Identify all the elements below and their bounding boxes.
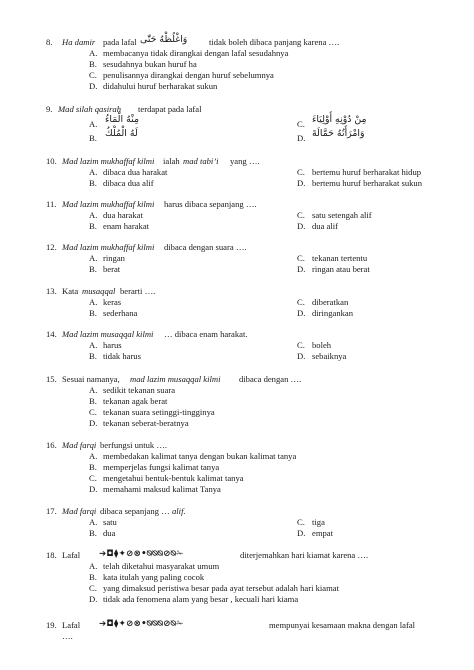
q18-option-c-label: C. <box>89 583 97 593</box>
q12-stem-italic: Mad lazim mukhaffaf kilmi <box>62 242 155 252</box>
q15-option-b: tekanan agak berat <box>103 396 168 406</box>
q17-stem-italic: Mad farqi <box>62 506 97 516</box>
q11-option-c-label: C. <box>297 210 305 220</box>
q15-option-a-label: A. <box>89 385 98 395</box>
q13-option-a-label: A. <box>89 297 98 307</box>
q10-option-b: dibaca dua alif <box>103 178 154 188</box>
q11-option-a: dua harakat <box>103 210 143 220</box>
q14-option-c-label: C. <box>297 340 305 350</box>
q19-number: 19. <box>46 620 57 630</box>
q8-option-b: sesudahnya bukan huruf ha <box>103 59 197 69</box>
q19-stem-continuation: …. <box>62 631 73 641</box>
q14-option-d: sebaiknya <box>312 351 347 361</box>
q16-option-d: memahami maksud kalimat Tanya <box>103 484 221 494</box>
q18-stem-end: diterjemahkan hari kiamat karena …. <box>240 550 369 560</box>
q16-option-a-label: A. <box>89 451 98 461</box>
q14-stem-italic: Mad lazim musaqqal kilmi <box>62 329 154 339</box>
q8-option-b-label: B. <box>89 59 97 69</box>
q11-option-b-label: B. <box>89 221 97 231</box>
q18-option-a: telah diketahui masyarakat umum <box>103 561 220 571</box>
q12-option-b-label: B. <box>89 264 97 274</box>
q15-stem: Sesuai namanya, <box>62 374 120 384</box>
q12-option-b: berat <box>103 264 121 274</box>
q9-option-c-arabic: مِنْ دُوْنِهِ أَوْلِيَاءَ <box>312 114 367 125</box>
q18-option-a-label: A. <box>89 561 98 571</box>
q18-option-d-label: D. <box>89 594 98 604</box>
q12-option-c-label: C. <box>297 253 305 263</box>
q10-stem: ialah <box>163 156 180 166</box>
q10-number: 10. <box>46 156 57 166</box>
q13-option-d: diringankan <box>312 308 354 318</box>
q18-symbol-glyphs: ➔◘⧫✦⊘⊗•⍉⍉⍉⊘⍉✁ <box>99 549 184 559</box>
q16-option-a: membedakan kalimat tanya dengan bukan kalimat tanya <box>103 451 297 461</box>
q13-stem-italic: musaqqal <box>82 286 116 296</box>
q14-option-d-label: D. <box>297 351 306 361</box>
q10-option-c: bertemu huruf berharakat hidup <box>312 167 422 177</box>
q18-option-b: kata itulah yang paling cocok <box>103 572 205 582</box>
q12-option-c: tekanan tertentu <box>312 253 368 263</box>
q11-stem: harus dibaca sepanjang …. <box>164 199 257 209</box>
q11-number: 11. <box>46 199 57 209</box>
q13-option-b: sederhana <box>103 308 138 318</box>
q9-option-a-arabic: مِنْهُ الْمَاءُ <box>105 114 140 125</box>
q10-option-c-label: C. <box>297 167 305 177</box>
q19-stem: Lafal <box>62 620 81 630</box>
q8-option-c: penulisannya dirangkai dengan huruf sebelumnya <box>103 70 274 80</box>
q16-option-d-label: D. <box>89 484 98 494</box>
q13-stem: Kata <box>62 286 79 296</box>
q10-option-d-label: D. <box>297 178 306 188</box>
q18-option-c: yang dimaksud peristiwa besar pada ayat tersebut adalah hari kiamat <box>103 583 340 593</box>
q16-stem-italic: Mad farqi <box>62 440 97 450</box>
q14-option-c: boleh <box>312 340 332 350</box>
q17-option-d: empat <box>312 528 333 538</box>
q13-option-d-label: D. <box>297 308 306 318</box>
q10-stem-italic-2: mad tabi’i <box>183 156 219 166</box>
q18-option-d: tidak ada fenomena alam yang besar , kecuali hari kiama <box>103 594 299 604</box>
q18-option-b-label: B. <box>89 572 97 582</box>
q9-option-a-label: A. <box>89 119 98 129</box>
q8-arabic: وَاغْلُظْهُ حَتّٰى <box>140 34 188 45</box>
q18-stem: Lafal <box>62 550 81 560</box>
q15-stem-end: dibaca dengan …. <box>239 374 302 384</box>
q17-option-c-label: C. <box>297 517 305 527</box>
q9-number: 9. <box>46 104 53 114</box>
q15-number: 15. <box>46 374 57 384</box>
q11-stem-italic: Mad lazim mukhaffaf kilmi <box>62 199 155 209</box>
q13-option-c-label: C. <box>297 297 305 307</box>
q11-option-a-label: A. <box>89 210 98 220</box>
q12-option-a: ringan <box>103 253 125 263</box>
q19-symbol-glyphs: ➔◘⧫✦⊘⊗•⍉⍉⍉⊘⍉✁ <box>99 619 184 629</box>
q13-option-a: keras <box>103 297 122 307</box>
q11-option-b: enam harakat <box>103 221 150 231</box>
q15-option-d: tekanan seberat-beratnya <box>103 418 189 428</box>
q16-stem: berfungsi untuk …. <box>100 440 168 450</box>
q8-stem-end: tidak boleh dibaca panjang karena …. <box>209 37 340 47</box>
q10-stem-end: yang …. <box>230 156 260 166</box>
q10-option-d: bertemu huruf berharakat sukun <box>312 178 423 188</box>
q14-number: 14. <box>46 329 57 339</box>
q17-stem-italic-2: alif. <box>172 506 186 516</box>
q17-number: 17. <box>46 506 57 516</box>
q13-number: 13. <box>46 286 57 296</box>
q8-option-d-label: D. <box>89 81 98 91</box>
q12-option-a-label: A. <box>89 253 98 263</box>
q8-stem: pada lafal <box>103 37 137 47</box>
q14-option-b-label: B. <box>89 351 97 361</box>
q8-option-c-label: C. <box>89 70 97 80</box>
q12-number: 12. <box>46 242 57 252</box>
q14-option-a-label: A. <box>89 340 98 350</box>
q12-option-d-label: D. <box>297 264 306 274</box>
q9-stem: terdapat pada lafal <box>138 104 202 114</box>
q19-stem-end: mempunyai kesamaan makna dengan lafal <box>269 620 416 630</box>
q9-option-d-arabic: وَامْرَأَتُهُ حَمَّالَةَ <box>312 128 365 139</box>
q9-option-b-arabic: لَهُ الْمُلْكُ <box>105 128 138 139</box>
q15-option-d-label: D. <box>89 418 98 428</box>
q15-stem-italic: mad lazim musaqqal kilmi <box>130 374 221 384</box>
q9-stem-italic: Mad silah qasirah <box>58 104 122 114</box>
q16-option-c: mengetahui bentuk-bentuk kalimat tanya <box>103 473 244 483</box>
q17-option-b: dua <box>103 528 116 538</box>
q11-option-d: dua alif <box>312 221 339 231</box>
q16-option-b-label: B. <box>89 462 97 472</box>
q9-option-d-label: D. <box>297 133 306 143</box>
q18-number: 18. <box>46 550 57 560</box>
q12-option-d: ringan atau berat <box>312 264 370 274</box>
q15-option-c-label: C. <box>89 407 97 417</box>
q14-option-b: tidak harus <box>103 351 141 361</box>
q13-stem-end: berarti …. <box>120 286 156 296</box>
q10-option-a: dibaca dua harakat <box>103 167 168 177</box>
q16-number: 16. <box>46 440 57 450</box>
q17-stem: dibaca sepanjang … <box>100 506 170 516</box>
q11-option-d-label: D. <box>297 221 306 231</box>
q8-option-a-label: A. <box>89 48 98 58</box>
q15-option-c: tekanan suara setinggi-tingginya <box>103 407 215 417</box>
q8-number: 8. <box>46 37 53 47</box>
q15-option-b-label: B. <box>89 396 97 406</box>
q16-option-c-label: C. <box>89 473 97 483</box>
q17-option-c: tiga <box>312 517 325 527</box>
q11-option-c: satu setengah alif <box>312 210 372 220</box>
q13-option-c: diberatkan <box>312 297 349 307</box>
q8-option-d: didahului huruf berharakat sukun <box>103 81 218 91</box>
q10-stem-italic: Mad lazim mukhaffaf kilmi <box>62 156 155 166</box>
q9-option-b-label: B. <box>89 133 97 143</box>
q10-option-a-label: A. <box>89 167 98 177</box>
q8-stem-italic: Ha damir <box>62 37 96 47</box>
q17-option-b-label: B. <box>89 528 97 538</box>
q17-option-d-label: D. <box>297 528 306 538</box>
q14-stem: … dibaca enam harakat. <box>164 329 248 339</box>
q13-option-b-label: B. <box>89 308 97 318</box>
q17-option-a: satu <box>103 517 117 527</box>
q9-option-c-label: C. <box>297 119 305 129</box>
q8-option-a: membacanya tidak dirangkai dengan lafal sesudahnya <box>103 48 289 58</box>
q17-option-a-label: A. <box>89 517 98 527</box>
q14-option-a: harus <box>103 340 122 350</box>
q16-option-b: memperjelas fungsi kalimat tanya <box>103 462 220 472</box>
q15-option-a: sedikit tekanan suara <box>103 385 176 395</box>
q12-stem: dibaca dengan suara …. <box>164 242 247 252</box>
q10-option-b-label: B. <box>89 178 97 188</box>
